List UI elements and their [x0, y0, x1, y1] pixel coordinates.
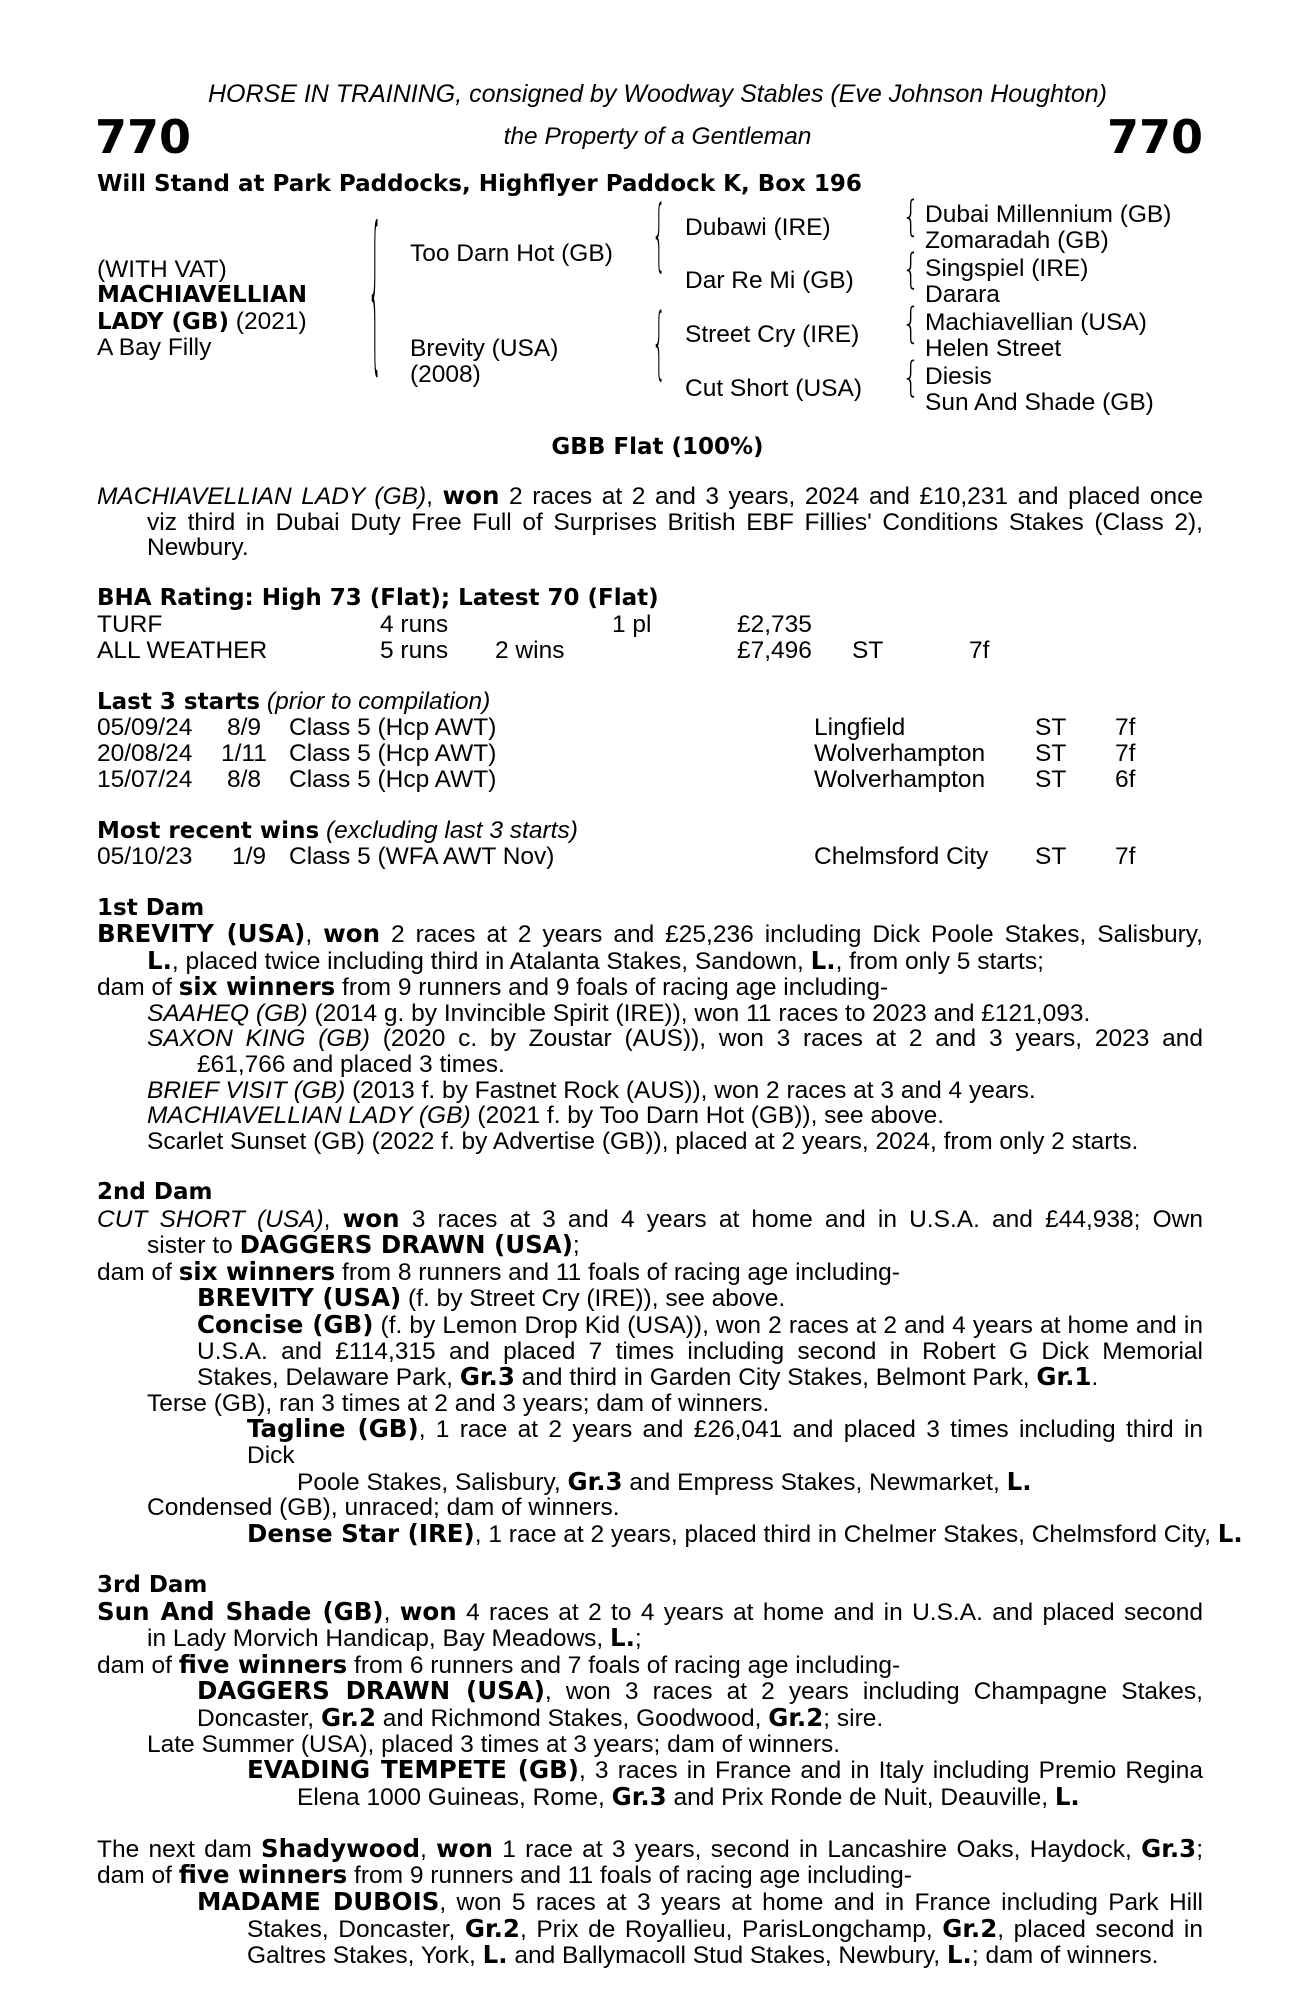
pedigree-sire-dam: Dar Re Mi (GB): [685, 267, 854, 294]
dam3-grand-progeny-cont: Elena 1000 Guineas, Rome, Gr.3 and Prix Ronde de Nuit, Deauville, L.: [297, 1781, 1080, 1811]
dam3-line1: Sun And Shade (GB), won 4 races at 2 to 4 years at home and in U.S.A. and placed second: [97, 1596, 1204, 1626]
last3-row: 20/08/24 1/11 Class 5 (Hcp AWT) Wolverhampton ST 7f: [97, 739, 1136, 767]
pedigree-dam-year: (2008): [410, 361, 481, 388]
pedigree-brace-sire: {: [652, 190, 666, 281]
dam3-progeny: DAGGERS DRAWN (USA), won 3 races at 2 years including Champagne Stakes,: [197, 1676, 1203, 1706]
dam2-grand-progeny: Tagline (GB), 1 race at 2 years and £26,041 and placed 3 times including third in Dick: [247, 1414, 1204, 1469]
dam3-damof: dam of five winners from 6 runners and 7 foals of racing age including-: [97, 1649, 901, 1679]
pedigree-brace-g1: {: [902, 192, 920, 241]
pedigree-g1: Dubai Millennium (GB): [925, 201, 1172, 228]
consignment-line: HORSE IN TRAINING, consigned by Woodway Stables (Eve Johnson Houghton): [207, 80, 1107, 108]
dam2-damof: dam of six winners from 8 runners and 11 foals of racing age including-: [97, 1256, 900, 1286]
dam2-progeny: Terse (GB), ran 3 times at 2 and 3 years; dam of winners.: [147, 1389, 770, 1417]
pedigree-dam-dam: Cut Short (USA): [685, 375, 862, 402]
next-dam-progeny-cont: Galtres Stakes, York, L. and Ballymacoll Stud Stakes, Newbury, L.; dam of winners.: [247, 1940, 1159, 1970]
summary-line2: viz third in Dubai Duty Free Full of Surprises British EBF Fillies' Conditions Stakes (Class 2),: [147, 508, 1203, 536]
dam1-damof: dam of six winners from 9 runners and 9 foals of racing age including-: [97, 972, 889, 1002]
pedigree-brace-g3: {: [902, 299, 920, 348]
last3-row: 15/07/24 8/8 Class 5 (Hcp AWT) Wolverhampton ST 6f: [97, 765, 1136, 793]
dam1-line1: BREVITY (USA), won 2 races at 2 years and £25,236 including Dick Poole Stakes, Salisbury,: [97, 919, 1203, 949]
property-line: the Property of a Gentleman: [503, 123, 812, 150]
pedigree-g3: Singspiel (IRE): [925, 255, 1089, 282]
pedigree-g7: Diesis: [925, 363, 992, 390]
pedigree-sire: Too Darn Hot (GB): [410, 240, 613, 267]
next-dam-damof: dam of five winners from 9 runners and 11 foals of racing age including-: [97, 1860, 912, 1890]
recent-wins-title: Most recent wins (excluding last 3 starts): [97, 816, 578, 844]
pedigree-g4: Darara: [925, 281, 1000, 308]
summary-line1: MACHIAVELLIAN LADY (GB), won 2 races at 2 and 3 years, 2024 and £10,231 and placed once: [97, 481, 1203, 510]
last3-title: Last 3 starts (prior to compilation): [97, 687, 491, 715]
horse-description: A Bay Filly: [97, 334, 212, 361]
dam3-heading: 3rd Dam: [97, 1571, 208, 1598]
dam2-grand-progeny: Dense Star (IRE), 1 race at 2 years, placed third in Chelmer Stakes, Chelmsford City, L.: [247, 1518, 1243, 1548]
dam2-progeny: Condensed (GB), unraced; dam of winners.: [147, 1494, 620, 1522]
summary-line3: Newbury.: [147, 534, 249, 562]
dam2-progeny: BREVITY (USA) (f. by Street Cry (IRE)), see above.: [197, 1283, 786, 1313]
vat-note: (WITH VAT): [97, 256, 227, 283]
bha-turf-row: TURF 4 runs 1 pl £2,735: [97, 610, 812, 638]
dam3-progeny: Late Summer (USA), placed 3 times at 3 years; dam of winners.: [147, 1730, 841, 1758]
horse-name-line2: LADY (GB) (2021): [97, 308, 307, 335]
dam2-progeny-cont: U.S.A. and £114,315 and placed 7 times including second in Robert G Dick Memorial: [197, 1337, 1203, 1365]
gbb-rating: GBB Flat (100%): [551, 434, 764, 460]
pedigree-sire-sire: Dubawi (IRE): [685, 214, 831, 241]
dam1-progeny: Scarlet Sunset (GB) (2022 f. by Advertise (GB)), placed at 2 years, 2024, from only 2 starts.: [147, 1127, 1139, 1155]
dam2-line2: sister to DAGGERS DRAWN (USA);: [147, 1230, 580, 1260]
pedigree-dam-sire: Street Cry (IRE): [685, 321, 860, 348]
bha-aw-row: ALL WEATHER 5 runs 2 wins £7,496 ST 7f: [97, 636, 990, 664]
dam2-grand-progeny-cont: Poole Stakes, Salisbury, Gr.3 and Empress Stakes, Newmarket, L.: [297, 1466, 1032, 1496]
pedigree-brace-main: {: [368, 194, 382, 393]
pedigree-g2: Zomaradah (GB): [925, 227, 1109, 254]
dam2-progeny: Concise (GB) (f. by Lemon Drop Kid (USA)), won 2 races at 2 and 4 years at home and in: [197, 1310, 1203, 1339]
lot-number-left: 770: [95, 110, 192, 164]
recent-wins-row: 05/10/23 1/9 Class 5 (WFA AWT Nov) Chelmsford City ST 7f: [97, 843, 1136, 871]
dam1-progeny-cont: £61,766 and placed 3 times.: [197, 1051, 505, 1079]
pedigree-g8: Sun And Shade (GB): [925, 389, 1154, 416]
bha-title: BHA Rating: High 73 (Flat); Latest 70 (Flat): [97, 585, 659, 612]
pedigree-g5: Machiavellian (USA): [925, 309, 1147, 336]
dam1-heading: 1st Dam: [97, 894, 205, 921]
dam2-line1: CUT SHORT (USA), won 3 races at 3 and 4 years at home and in U.S.A. and £44,938; Own: [97, 1203, 1203, 1233]
stand-location: Will Stand at Park Paddocks, Highflyer Paddock K, Box 196: [97, 171, 862, 197]
next-dam-progeny-cont: Stakes, Doncaster, Gr.2, Prix de Royallieu, ParisLongchamp, Gr.2, placed second in: [247, 1913, 1203, 1943]
last3-row: 05/09/24 8/9 Class 5 (Hcp AWT) Lingfield ST 7f: [97, 714, 1136, 742]
next-dam-progeny: MADAME DUBOIS, won 5 races at 3 years at home and in France including Park Hill: [197, 1887, 1203, 1917]
dam1-line2: L., placed twice including third in Atalanta Stakes, Sandown, L., from only 5 starts;: [147, 945, 1044, 975]
dam3-line2: in Lady Morvich Handicap, Bay Meadows, L.;: [147, 1623, 642, 1653]
dam3-progeny-cont: Doncaster, Gr.2 and Richmond Stakes, Goodwood, Gr.2; sire.: [197, 1702, 884, 1732]
pedigree-brace-dam: {: [652, 298, 666, 389]
dam1-progeny: SAAHEQ (GB) (2014 g. by Invincible Spirit (IRE)), won 11 races to 2023 and £121,093.: [147, 999, 1091, 1027]
lot-number-right: 770: [1106, 110, 1203, 164]
dam1-progeny: BRIEF VISIT (GB) (2013 f. by Fastnet Rock (AUS)), won 2 races at 3 and 4 years.: [147, 1076, 1036, 1104]
pedigree-brace-g2: {: [902, 245, 920, 294]
horse-name-line1: MACHIAVELLIAN: [97, 282, 308, 308]
main-text: [97, 481, 1243, 1970]
dam1-progeny: MACHIAVELLIAN LADY (GB) (2021 f. by Too Darn Hot (GB)), see above.: [147, 1102, 945, 1130]
dam1-progeny: SAXON KING (GB) (2020 c. by Zoustar (AUS)), won 3 races at 2 and 3 years, 2023 and: [147, 1025, 1203, 1053]
dam2-heading: 2nd Dam: [97, 1179, 213, 1206]
pedigree-g6: Helen Street: [925, 335, 1062, 362]
dam2-progeny-cont: Stakes, Delaware Park, Gr.3 and third in Garden City Stakes, Belmont Park, Gr.1.: [197, 1362, 1099, 1392]
next-dam-line1: The next dam Shadywood, won 1 race at 3 years, second in Lancashire Oaks, Haydock, Gr.3;: [97, 1833, 1204, 1863]
pedigree-dam: Brevity (USA): [410, 335, 559, 362]
horse-year: (2021): [228, 308, 307, 335]
pedigree-brace-g4: {: [902, 353, 920, 402]
dam3-grand-progeny: EVADING TEMPETE (GB), 3 races in France and in Italy including Premio Regina: [247, 1755, 1203, 1785]
